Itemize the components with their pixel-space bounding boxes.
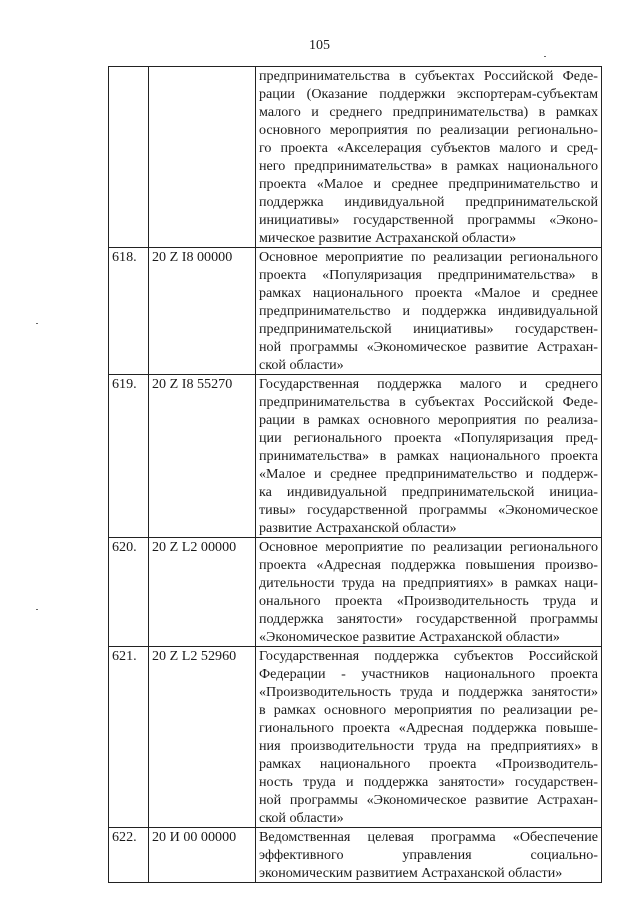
description-line: ской области» (259, 810, 344, 826)
description-line: принимательства» в рамках национального проекта (259, 448, 598, 464)
scan-speck (544, 56, 546, 57)
description-line: рации (Оказание поддержки экспортерам-субъектам (259, 86, 598, 102)
expense-description (256, 828, 602, 883)
description-line: рамках национального проекта «Малое и среднее (259, 285, 598, 301)
description-line: ния производительности труда на предприятиях» в (259, 738, 598, 754)
budget-code: 20 И 00 00000 (149, 828, 256, 883)
description-line: рации в рамках основного мероприятия по реализа- (259, 412, 598, 428)
description-line: проекта «Адресная поддержка повышения произво- (259, 557, 598, 573)
description-line: ции регионального проекта «Популяризация пред- (259, 430, 598, 446)
row-number: 618. (109, 248, 149, 375)
description-line: «Производительность труда и поддержка занятости» (259, 684, 598, 700)
row-number (109, 67, 149, 248)
description-line: «Экономическое развитие Астраханской области» (259, 629, 560, 645)
description-line: ной программы «Экономическое развитие Астрахан- (259, 792, 598, 808)
description-line: рамках национального проекта «Производитель- (259, 756, 598, 772)
table-row (109, 67, 602, 248)
description-line: проекта «Популяризация предпринимательства» в (259, 267, 598, 283)
table-row (109, 647, 602, 828)
expense-description (256, 647, 602, 828)
description-line: предпринимательства в субъектах Российской Феде- (259, 394, 598, 410)
expense-description (256, 375, 602, 538)
description-line: предпринимательства в субъектах Российской Феде- (259, 68, 598, 84)
budget-code: 20 Z I8 00000 (149, 248, 256, 375)
description-line: го проекта «Акселерация субъектов малого и сред- (259, 140, 598, 156)
description-line: в рамках основного мероприятия по реализации ре- (259, 702, 598, 718)
row-number: 620. (109, 538, 149, 647)
table-row (109, 375, 602, 538)
description-line: «Малое и среднее предпринимательство и поддерж- (259, 466, 598, 482)
expense-description (256, 248, 602, 375)
description-line: ка индивидуальной предпринимательской инициа- (259, 484, 598, 500)
description-line: Основное мероприятие по реализации регионального (259, 249, 598, 265)
table-row (109, 538, 602, 647)
expense-description (256, 538, 602, 647)
scan-speck (36, 323, 38, 324)
description-line: Основное мероприятие по реализации регионального (259, 539, 598, 555)
table-row (109, 828, 602, 883)
description-line: развитие Астраханской области» (259, 520, 457, 536)
description-line: тивы» государственной программы «Экономическое (259, 502, 598, 518)
row-number: 619. (109, 375, 149, 538)
table-row (109, 248, 602, 375)
description-line: предпринимательской инициативы» государствен- (259, 321, 598, 337)
description-line: Ведомственная целевая программа «Обеспечение (259, 829, 598, 845)
description-line: дительности труда на предприятиях» в рамках наци- (259, 575, 598, 591)
budget-code: 20 Z L2 52960 (149, 647, 256, 828)
description-line: ской области» (259, 357, 344, 373)
description-line: малого и среднего предпринимательства) в рамках (259, 104, 598, 120)
row-number: 622. (109, 828, 149, 883)
description-line: предпринимательство и поддержка индивидуальной (259, 303, 598, 319)
budget-code (149, 67, 256, 248)
description-line: ность труда и поддержка занятости» государствен- (259, 774, 598, 790)
table-body (109, 67, 602, 883)
description-line: онального проекта «Производительность труда и (259, 593, 598, 609)
page-number: 105 (309, 38, 330, 53)
description-line: проекта «Малое и среднее предпринимательство и (259, 176, 598, 192)
description-line: поддержка индивидуальной предпринимательской (259, 194, 598, 210)
description-line: него предпринимательства» в рамках национального (259, 158, 598, 174)
budget-classification-table (108, 66, 602, 883)
budget-code: 20 Z I8 55270 (149, 375, 256, 538)
description-line: поддержка занятости» государственной программы (259, 611, 598, 627)
description-line: инициативы» государственной программы «Эконо- (259, 212, 598, 228)
description-line: Государственная поддержка малого и среднего (259, 376, 598, 392)
description-line: гионального проекта «Адресная поддержка повыше- (259, 720, 598, 736)
expense-description (256, 67, 602, 248)
description-line: основного мероприятия по реализации регионально- (259, 122, 598, 138)
row-number: 621. (109, 647, 149, 828)
description-line: эффективного управления социально- (259, 847, 598, 863)
budget-code: 20 Z L2 00000 (149, 538, 256, 647)
description-line: мическое развитие Астраханской области» (259, 230, 517, 246)
description-line: Государственная поддержка субъектов Российской (259, 648, 598, 664)
description-line: Федерации - участников национального проекта (259, 666, 598, 682)
description-line: ной программы «Экономическое развитие Астрахан- (259, 339, 598, 355)
description-line: экономическим развитием Астраханской области» (259, 865, 563, 881)
scan-speck (36, 609, 38, 610)
